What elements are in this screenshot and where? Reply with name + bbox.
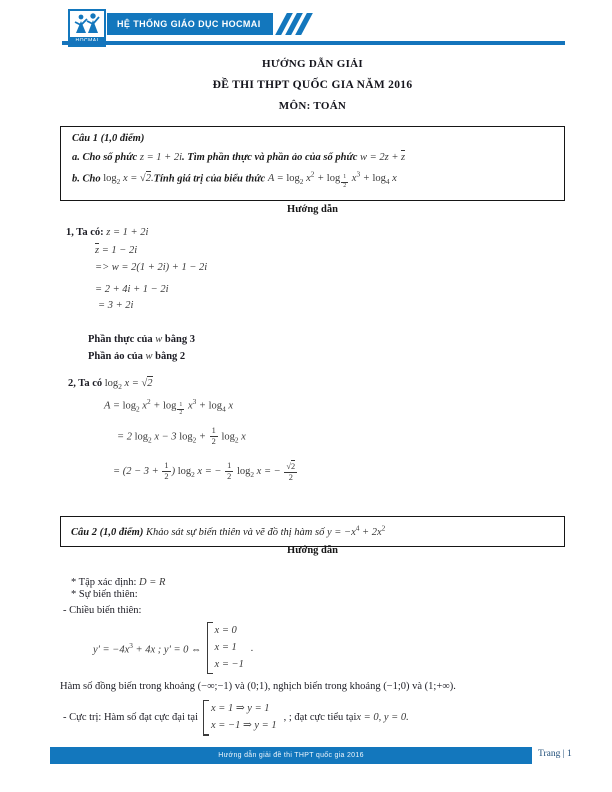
extrema-line — [63, 700, 409, 736]
question-2-box — [60, 516, 565, 547]
footer-text: Hướng dẫn giải đề thi THPT quốc gia 2016 — [218, 752, 364, 759]
equation: = (2 − 3 + $\frac{1}{2}$ ) $\log_2 x$ = − $\frac{1}{2}$ $\log_2 x$ = − $\frac{√2}{2}$ — [113, 460, 296, 483]
q1a-math: z = 1 + 2i — [139, 152, 183, 163]
header-divider — [62, 41, 565, 45]
variation-line: * Sự biến thiên: — [71, 589, 138, 600]
case-row: x = −1 — [214, 658, 244, 670]
question-1-heading: Câu 1 (1,0 điểm) — [72, 133, 145, 144]
doc-title-line3: MÔN: TOÁN — [278, 100, 347, 112]
extrema-text: - Cực trị: Hàm số đạt cực đại tại — [63, 712, 199, 724]
equation: z = 1 + 2i — [106, 227, 149, 238]
q1a-text: a. Cho số phức — [72, 152, 140, 163]
q1b-math: $\log_2 x = √2$. — [103, 173, 154, 187]
solution-2-heading: Hướng dẫn — [287, 545, 338, 556]
question-1b — [72, 170, 553, 190]
equation: = 2 + 4i + 1 − 2i — [95, 284, 169, 295]
derivative-math: $y' = -4x^3 + 4x$ ; y' = 0 ⇔ — [93, 640, 202, 656]
step-label: 2, Ta có — [68, 378, 105, 389]
solution-1-heading: Hướng dẫn — [287, 204, 338, 215]
case-row: x = −1 ⇒ y = 1 — [211, 719, 277, 731]
page-number: Trang | 1 — [538, 749, 572, 759]
q1b-text2: Tính giá trị của biểu thức — [153, 173, 268, 185]
banner-text: HỆ THỐNG GIÁO DỤC HOCMAI — [107, 13, 273, 35]
step-label: 1, Ta có: — [66, 227, 107, 238]
equation: $A = \log_2 x^2 + \log$ $_{\frac{1}{2}}$ $x^3 + \log_4 x$ — [104, 397, 234, 417]
imag-part-line — [88, 346, 185, 364]
monotonic-line: Hàm số đồng biến trong khoảng (−∞;−1) và (0;1), nghịch biến trong khoảng (−1;0) và (1;+∞). — [60, 681, 456, 692]
equation: => w = 2(1 + 2i) + 1 − 2i — [95, 262, 208, 273]
q1a-math2: w = 2z + z — [360, 152, 406, 163]
real-part-text: Phần thực của — [88, 334, 156, 345]
direction-line: - Chiều biến thiên: — [63, 605, 142, 616]
cases-bracket — [203, 700, 279, 736]
equation: z = 1 − 2i — [95, 245, 138, 256]
case-row: x = 0 — [214, 625, 237, 636]
header-banner — [107, 13, 307, 35]
question-1a — [72, 150, 553, 164]
domain-math: D = R — [139, 577, 166, 588]
q1b-math2: $A = \log_2 x^2 + \log$ $_{\frac{1}{2}}$ $x^3 + \log_4 x$ — [267, 169, 397, 189]
domain-line — [71, 572, 165, 590]
extrema-mid-text: , ; đạt cực tiểu tại — [283, 712, 357, 724]
solution-line — [66, 222, 148, 240]
equation: $\log_2 x = √2$ — [104, 378, 153, 392]
doc-title-line1: HƯỚNG DẪN GIẢI — [262, 58, 363, 70]
footer-bar — [50, 747, 532, 764]
cases-bracket — [207, 622, 246, 674]
imag-part-text: Phần ảo của — [88, 351, 146, 362]
imag-part-math: w — [145, 351, 153, 362]
case-row: x = 1 — [214, 641, 237, 653]
derivative-tail: . — [250, 642, 254, 654]
real-part-math: w — [155, 334, 163, 345]
equation: = 3 + 2i — [98, 300, 134, 311]
equation: = 2 $\log_2 x - 3$ $\log_2$ + $\frac{1}{2}$ $\log_2 x$ — [117, 426, 246, 447]
extrema-math: x = 0, y = 0. — [356, 712, 409, 724]
solution-line — [68, 373, 153, 391]
real-part-text2: bằng 3 — [162, 334, 195, 345]
question-2-text: Khảo sát sự biến thiên và vẽ đồ thị hàm số — [143, 527, 327, 538]
domain-text: * Tập xác định: — [71, 577, 140, 588]
case-row: x = 1 ⇒ y = 1 — [211, 703, 270, 714]
real-part-line — [88, 329, 195, 347]
question-2-heading: Câu 2 (1,0 điểm) — [71, 527, 144, 538]
imag-part-text2: bằng 2 — [152, 351, 186, 362]
q1a-text2: . Tìm phần thực và phần ảo của số phức — [182, 152, 361, 163]
doc-title-line2: ĐỀ THI THPT QUỐC GIA NĂM 2016 — [212, 79, 413, 91]
question-2-math: $y = -x^4 + 2x^2$ — [326, 523, 386, 538]
q1b-text: b. Cho — [72, 173, 104, 185]
derivative-line — [93, 622, 254, 674]
banner-stripes-icon — [281, 13, 307, 35]
question-1-box — [60, 126, 565, 201]
hocmai-logo-icon — [72, 12, 102, 36]
